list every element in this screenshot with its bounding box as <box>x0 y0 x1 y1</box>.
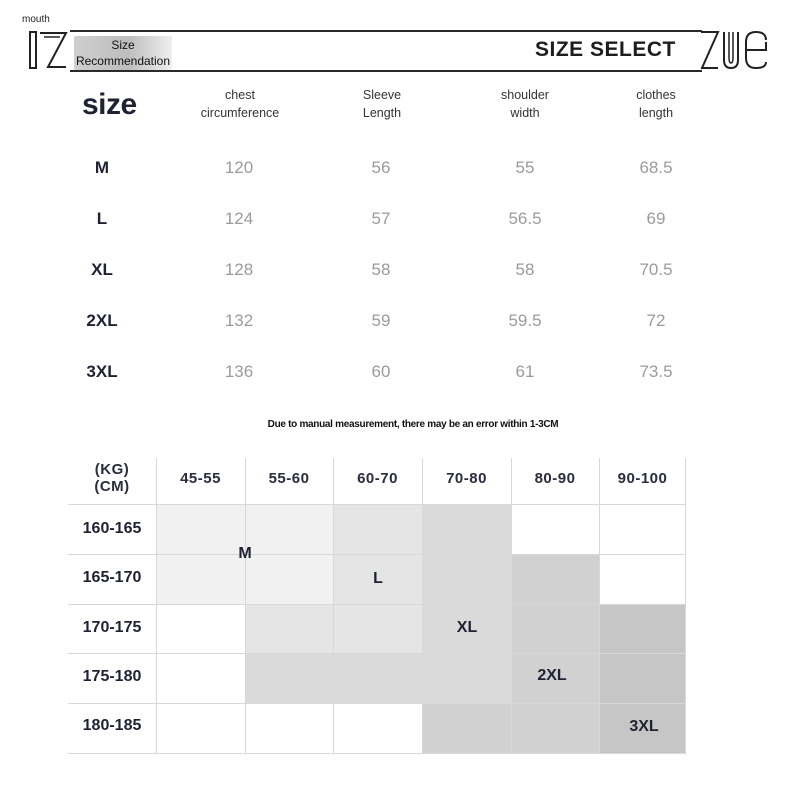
table-cell: 124 <box>224 209 254 228</box>
weight-header: 90-100 <box>617 470 668 487</box>
zone-label-2xl: 2XL <box>537 667 567 684</box>
table-cell: 58 <box>371 260 391 279</box>
zone-label-l: L <box>373 570 383 587</box>
weight-header: 55-60 <box>268 470 310 487</box>
size-row-label: 2XL <box>86 311 118 330</box>
table-cell: 128 <box>224 260 254 279</box>
page-title: SIZE SELECT <box>535 38 676 61</box>
size-recommendation-badge <box>74 36 172 70</box>
zone-label-m: M <box>238 545 252 562</box>
brand-logo-right <box>698 28 770 72</box>
zone-label-xl: XL <box>456 619 478 636</box>
size-row-label: L <box>96 209 108 228</box>
weight-header: 45-55 <box>180 470 221 487</box>
column-header-length: clothes length <box>636 88 676 120</box>
size-recommendation-line1: Size <box>111 38 135 52</box>
table-cell: 56.5 <box>508 209 542 228</box>
weight-header: 80-90 <box>534 470 576 487</box>
table-cell: 70.5 <box>639 260 673 279</box>
table-cell: 68.5 <box>639 158 673 177</box>
size-row-label: M <box>94 158 110 177</box>
table-cell: 73.5 <box>639 362 673 381</box>
table-cell: 57 <box>371 209 391 228</box>
table-cell: 59.5 <box>508 311 542 330</box>
column-header-chest: chest circumference <box>200 88 280 120</box>
table-cell: 61 <box>515 362 535 381</box>
size-recommendation-grid <box>68 458 686 754</box>
zone-xl-shade <box>245 653 511 703</box>
mouth-label: mouth <box>22 14 50 25</box>
weight-header: 60-70 <box>357 470 398 487</box>
height-row-label: 170-175 <box>82 619 142 636</box>
column-header-shoulder: shoulder width <box>501 88 549 120</box>
size-recommendation-line2: Recommendation <box>75 54 171 68</box>
table-cell: 120 <box>224 158 254 177</box>
brand-logo-left <box>28 30 70 70</box>
table-cell: 72 <box>646 311 666 330</box>
size-row-label: 3XL <box>86 362 118 381</box>
height-row-label: 165-170 <box>82 569 142 586</box>
measurement-note: Due to manual measurement, there may be an error within 1-3CM <box>267 419 559 430</box>
table-cell: 69 <box>646 209 666 228</box>
height-row-label: 160-165 <box>82 520 142 537</box>
table-cell: 55 <box>515 158 535 177</box>
table-cell: 59 <box>371 311 391 330</box>
size-table-title: size <box>82 88 137 121</box>
zone-label-3xl: 3XL <box>629 718 659 735</box>
header-top-rule <box>70 30 702 32</box>
table-cell: 132 <box>224 311 254 330</box>
size-row-label: XL <box>91 260 113 279</box>
weight-header: 70-80 <box>446 470 487 487</box>
grid-corner-kg: (KG) <box>94 461 130 478</box>
table-cell: 58 <box>515 260 535 279</box>
height-row-label: 180-185 <box>82 717 142 734</box>
column-header-sleeve: Sleeve Length <box>362 88 402 120</box>
table-cell: 56 <box>371 158 391 177</box>
header-bottom-rule <box>70 70 702 72</box>
table-cell: 136 <box>224 362 254 381</box>
height-row-label: 175-180 <box>82 668 142 685</box>
grid-corner-cm: (CM) <box>94 478 130 495</box>
table-cell: 60 <box>371 362 391 381</box>
